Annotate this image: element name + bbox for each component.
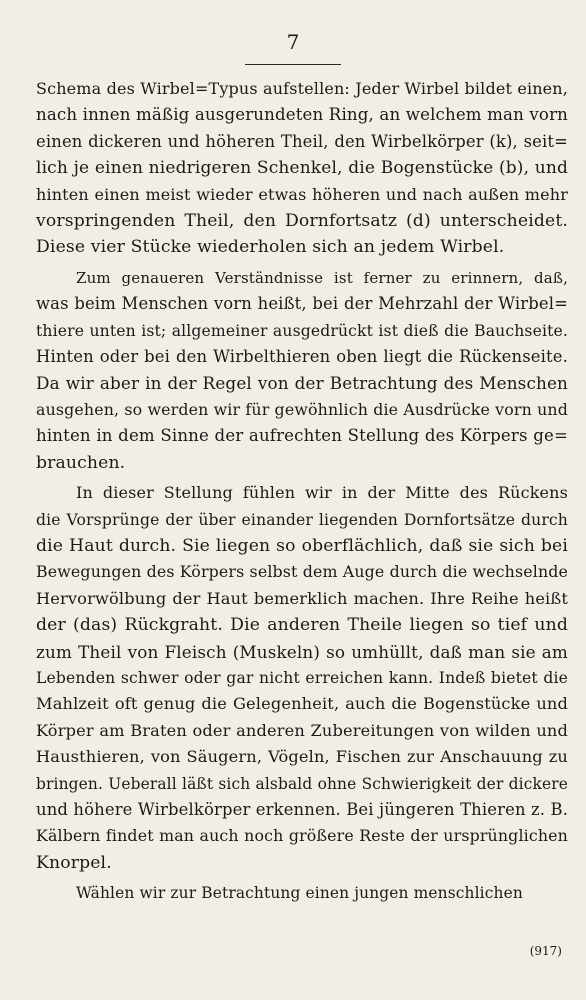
text-line: Körper am Braten oder anderen Zubereitungen von wilden und	[36, 720, 568, 740]
paragraph	[36, 265, 568, 476]
signature-mark: (917)	[529, 944, 562, 958]
text-line: Hinten oder bei den Wirbelthieren oben liegt die Rückenseite.	[36, 347, 568, 367]
text-line: Wählen wir zur Betrachtung einen jungen menschlichen	[76, 884, 523, 903]
text-line: brauchen.	[36, 452, 126, 473]
text-line: zum Theil von Fleisch (Muskeln) so umhüllt, daß man sie am	[36, 641, 568, 662]
text-line: einen dickeren und höheren Theil, den Wirbelkörper (k), seit=	[36, 131, 568, 151]
text-line: Zum genaueren Verständnisse ist ferner zu erinnern, daß,	[76, 268, 568, 287]
paragraph	[36, 76, 568, 261]
page-number: 7	[286, 30, 300, 54]
text-line: lich je einen niedrigeren Schenkel, die Bogenstücke (b), und	[36, 158, 568, 179]
text-line: thiere unten ist; allgemeiner ausgedrückt ist dieß die Bauchseite.	[36, 321, 568, 340]
text-line: In dieser Stellung fühlen wir in der Mitte des Rückens	[76, 483, 568, 503]
text-line: vorspringenden Theil, den Dornfortsatz (d) unterscheidet.	[36, 211, 568, 232]
header-rule	[245, 64, 341, 65]
text-line: Knorpel.	[36, 852, 112, 873]
text-line: hinten einen meist wieder etwas höheren und nach außen mehr	[36, 184, 568, 204]
text-line: der (das) Rückgraht. Die anderen Theile liegen so tief und	[36, 615, 568, 636]
paragraph	[36, 880, 568, 906]
text-line: Schema des Wirbel=Typus aufstellen: Jeder Wirbel bildet einen,	[36, 79, 568, 98]
text-line: Lebenden schwer oder gar nicht erreichen kann. Indeß bietet die	[36, 668, 568, 687]
text-line: die Vorsprünge der über einander liegenden Dornfortsätze durch	[36, 510, 568, 529]
text-line: hinten in dem Sinne der aufrechten Stellung des Körpers ge=	[36, 426, 568, 446]
text-line: Hausthieren, von Säugern, Vögeln, Fischen zur Anschauung zu	[36, 747, 568, 767]
paragraph	[36, 480, 568, 876]
text-line: Da wir aber in der Regel von der Betrachtung des Menschen	[36, 373, 568, 394]
text-line: nach innen mäßig ausgerundeten Ring, an welchem man vorn	[36, 105, 568, 125]
text-line: Diese vier Stücke wiederholen sich an jedem Wirbel.	[36, 237, 505, 258]
text-line: bringen. Ueberall läßt sich alsbald ohne Schwierigkeit der dickere	[36, 774, 568, 793]
text-line: Hervorwölbung der Haut bemerklich machen. Ihre Reihe heißt	[36, 588, 568, 608]
text-line: ausgehen, so werden wir für gewöhnlich die Ausdrücke vorn und	[36, 399, 568, 419]
text-line: Kälbern findet man auch noch größere Reste der ursprünglichen	[36, 826, 568, 846]
text-line: was beim Menschen vorn heißt, bei der Mehrzahl der Wirbel=	[36, 294, 568, 314]
page-body-text	[36, 76, 568, 911]
text-line: Mahlzeit oft genug die Gelegenheit, auch die Bogenstücke und	[36, 694, 568, 714]
text-line: Bewegungen des Körpers selbst dem Auge durch die wechselnde	[36, 562, 569, 582]
text-line: und höhere Wirbelkörper erkennen. Bei jüngeren Thieren z. B.	[36, 799, 569, 819]
text-line: die Haut durch. Sie liegen so oberflächlich, daß sie sich bei	[36, 535, 568, 556]
